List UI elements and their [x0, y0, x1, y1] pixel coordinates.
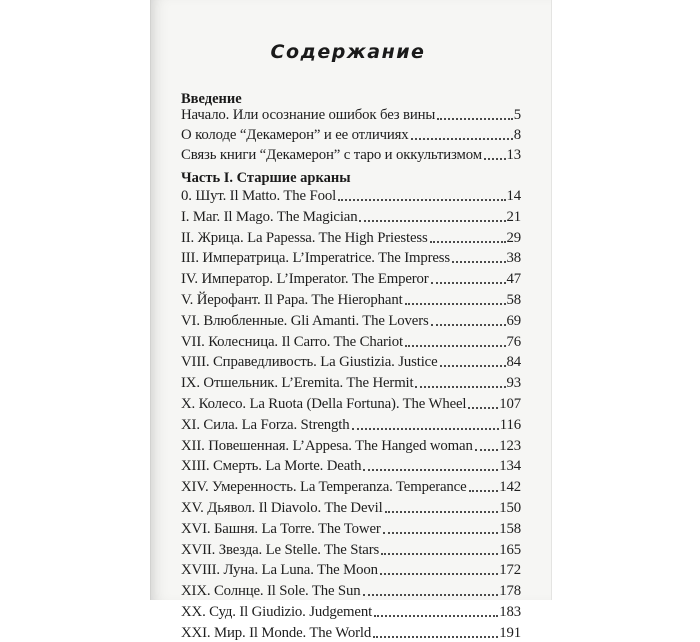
- toc-entry-page: 14: [506, 188, 521, 204]
- page-title: Содержание: [270, 41, 426, 63]
- toc-entry-page: 93: [506, 375, 521, 392]
- toc-entry-page: 116: [499, 416, 521, 433]
- toc-dot-leader: [452, 261, 505, 263]
- toc-entry-page: 142: [499, 479, 521, 496]
- toc-dot-leader: [430, 241, 506, 243]
- toc-entry: [181, 184, 521, 205]
- toc-entry-page: 178: [499, 583, 521, 600]
- toc-entry-page: 150: [499, 500, 521, 516]
- toc-dot-leader: [363, 469, 498, 471]
- toc-entry: [181, 309, 521, 330]
- toc-entry-page: 76: [506, 333, 521, 350]
- toc-dot-leader: [437, 118, 513, 120]
- toc-entry: [181, 288, 521, 309]
- toc-dot-leader: [415, 386, 505, 388]
- toc-entry-title: X. Колесо. La Ruota (Della Fortuna). The Wheel: [181, 396, 467, 412]
- toc-entry-title: III. Императрица. L’Imperatrice. The Impress: [181, 250, 451, 267]
- book-page: [150, 0, 552, 641]
- toc-entry-page: 134: [499, 458, 521, 475]
- toc-entry: [181, 496, 521, 517]
- toc-entry-title: XXI. Мир. Il Monde. The World: [181, 624, 372, 641]
- toc-dot-leader: [405, 303, 506, 305]
- toc-entry-page: 158: [499, 520, 521, 537]
- toc-entry: [181, 434, 521, 455]
- toc-entry-page: 5: [513, 107, 521, 123]
- toc-entry-page: 107: [499, 396, 521, 412]
- toc-dot-leader: [373, 636, 498, 638]
- toc-entry: [181, 103, 521, 124]
- toc-dot-leader: [431, 282, 506, 284]
- toc-entry: [181, 558, 521, 579]
- toc-entry-title: VI. Влюбленные. Gli Amanti. The Lovers: [181, 312, 429, 329]
- toc-entry-title: XIII. Смерть. La Morte. Death: [181, 458, 362, 475]
- toc-dot-leader: [440, 365, 506, 367]
- toc-entry-page: 172: [499, 562, 521, 579]
- toc-dot-leader: [468, 407, 498, 409]
- toc-entry: [181, 267, 521, 288]
- toc-entry-page: 183: [499, 604, 521, 620]
- toc-dot-leader: [380, 573, 498, 575]
- toc-dot-leader: [374, 615, 498, 617]
- toc-entry-title: IV. Император. L’Imperator. The Emperor: [181, 271, 429, 288]
- toc-entry: [181, 392, 521, 413]
- toc-entry-title: VIII. Справедливость. La Giustizia. Justice: [181, 354, 438, 371]
- toc-entry-title: VII. Колесница. Il Carro. The Chariot: [181, 333, 403, 350]
- toc-entry-title: V. Йерофант. Il Papa. The Hierophant: [181, 292, 403, 308]
- toc-dot-leader: [475, 449, 499, 451]
- toc-entry-page: 29: [506, 229, 521, 246]
- toc-dot-leader: [383, 532, 499, 534]
- toc-dot-leader: [359, 220, 505, 222]
- toc-entry: [181, 538, 521, 559]
- toc-entry: [181, 600, 521, 621]
- toc-entry-title: XVI. Башня. La Torre. The Tower: [181, 520, 381, 537]
- toc-entry-page: 123: [499, 437, 521, 454]
- toc-entry-page: 84: [506, 354, 521, 371]
- toc-entry: [181, 350, 521, 371]
- toc-entry-title: 0. Шут. Il Matto. The Fool: [181, 188, 337, 204]
- toc-entry: [181, 517, 521, 538]
- toc-dot-leader: [363, 594, 499, 596]
- toc-entry-page: 165: [499, 541, 521, 558]
- toc-entry-title: XI. Сила. La Forza. Strength: [181, 416, 350, 433]
- toc-entry-title: II. Жрица. La Papessa. The High Priestess: [181, 229, 428, 246]
- toc-entry-page: 69: [506, 312, 521, 329]
- toc-dot-leader: [484, 158, 506, 160]
- toc-entry-title: XII. Повешенная. L’Appesa. The Hanged woman: [181, 437, 473, 454]
- toc-entry-title: XV. Дьявол. Il Diavolo. The Devil: [181, 500, 383, 516]
- toc-dot-leader: [469, 490, 499, 492]
- toc-entry: [181, 246, 521, 267]
- toc-entry-title: Начало. Или осознание ошибок без вины: [181, 107, 436, 123]
- section-heading-intro: Введение: [181, 91, 242, 107]
- toc-dot-leader: [431, 324, 506, 326]
- toc-entry: [181, 205, 521, 226]
- toc-entry-page: 58: [506, 292, 521, 308]
- toc-entry: [181, 143, 521, 164]
- toc-entry: [181, 123, 521, 144]
- toc-entry-page: 21: [506, 208, 521, 225]
- toc-dot-leader: [405, 345, 506, 347]
- toc-entry-page: 13: [506, 147, 521, 163]
- toc-entry: [181, 454, 521, 475]
- toc-entry-title: XVIII. Луна. La Luna. The Moon: [181, 562, 378, 579]
- toc-entry-title: XX. Суд. Il Giudizio. Judgement: [181, 604, 373, 620]
- toc-entry: [181, 371, 521, 392]
- toc-dot-leader: [352, 428, 499, 430]
- toc-entry-title: Связь книги “Декамерон” с таро и оккультизмом: [181, 147, 482, 163]
- toc-dot-leader: [411, 138, 513, 140]
- toc-entry-title: XIX. Солнце. Il Sole. The Sun: [181, 583, 361, 600]
- toc-entry-page: 38: [506, 250, 521, 267]
- toc-entry: [181, 226, 521, 247]
- toc-entry-page: 47: [506, 271, 521, 288]
- toc-entry: [181, 579, 521, 600]
- toc-dot-leader: [385, 511, 499, 513]
- section-heading-part1: Часть I. Старшие арканы: [181, 170, 351, 186]
- toc-entry-page: 8: [513, 127, 521, 143]
- toc-dot-leader: [338, 199, 505, 201]
- toc-entry: [181, 413, 521, 434]
- toc-entry-page: 191: [499, 624, 521, 641]
- toc-entry: [181, 330, 521, 351]
- toc-dot-leader: [381, 553, 498, 555]
- toc-entry-title: I. Маг. Il Mago. The Magician: [181, 208, 358, 225]
- toc-entry-title: XVII. Звезда. Le Stelle. The Stars: [181, 541, 380, 558]
- toc-entry-title: IX. Отшельник. L’Eremita. The Hermit: [181, 375, 414, 392]
- toc-entry-title: О колоде “Декамерон” и ее отличиях: [181, 127, 409, 143]
- toc-entry-title: XIV. Умеренность. La Temperanza. Temperance: [181, 479, 467, 496]
- toc-entry: [181, 621, 521, 642]
- toc-entry: [181, 475, 521, 496]
